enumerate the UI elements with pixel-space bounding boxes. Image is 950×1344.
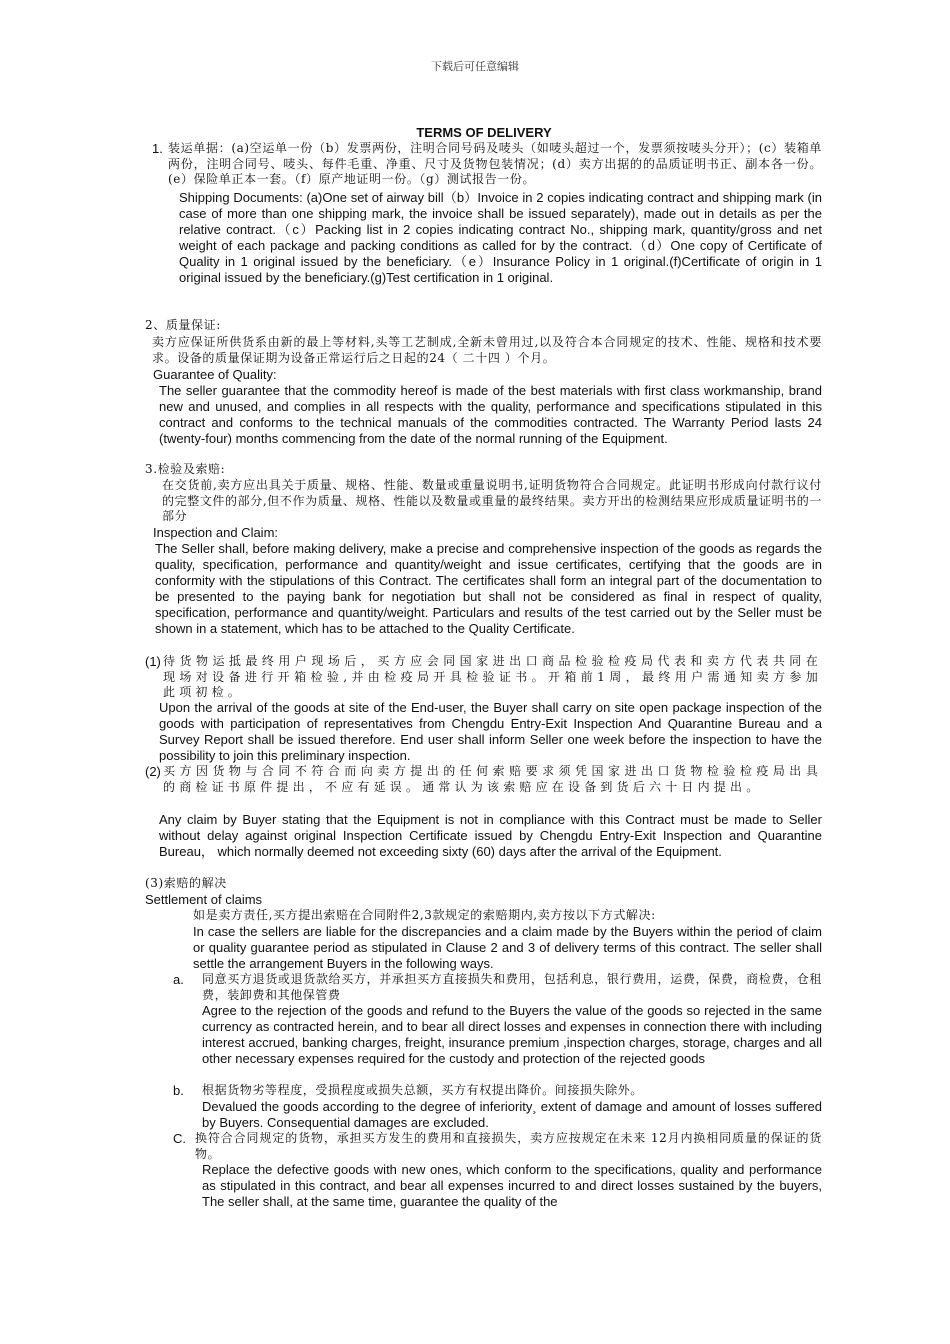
item-2-en: Any claim by Buyer stating that the Equipment is not in compliance with this Contract must be made to Seller without delay against original Inspection Certificate issued by Chengdu Entry-Exit Inspection and Quarantine Bureau， which normally deemed not exceeding sixty (60) days after the arrival of the Equipment. [159, 812, 822, 859]
section-3-cn: 在交货前,卖方应出具关于质量、规格、性能、数量或重量说明书,证明货物符合合同规定。此证明书形成向付款行议付的完整文件的部分,但不作为质量、规格、性能以及数量或重量的最终结果。卖方开出的检测结果应形成质量证明书的一部分 [162, 478, 822, 523]
section-2-heading: 2、质量保证: [145, 318, 221, 332]
item-3-en-heading: Settlement of claims [145, 892, 263, 907]
section-2-en: The seller guarantee that the commodity hereof is made of the best materials with first class workmanship, brand new and unused, and complies in all respects with the quality, performance and specifications stipulated in this contract and conforms to the technical manuals of the commodities contracted. The Warranty Period lasts 24 (twenty-four) months commencing from the date of the normal running of the Equipment. [159, 383, 822, 446]
section-3-en-heading: Inspection and Claim: [153, 525, 279, 540]
sub-a-cn [173, 972, 822, 1003]
section-3-heading: 3.检验及索赔: [145, 462, 226, 476]
sub-a-en: Agree to the rejection of the goods and refund to the Buyers the value of the goods so rejected in the same currency as contracted herein, and to bear all direct losses and expenses in connection there with including interest accrued, banking charges, freight, insurance premium ,inspection charges, storage, charges and all other necessary expenses required for the custody and protection of the rejected goods [202, 1003, 822, 1066]
sub-c-cn-text: 换符合合同规定的货物，承担买方发生的费用和直接损失，卖方应按规定在未来 12月内换相同质量的保证的货物。 [195, 1131, 822, 1161]
sub-c-cn [173, 1131, 822, 1162]
item-1-cn [145, 654, 822, 701]
section-1-en: Shipping Documents: (a)One set of airway bill（b）Invoice in 2 copies indicating contract and shipping mark (in case of more than one shipping mark, the invoice shall be issued separately), made out in details as per the relative contract.（c）Packing list in 2 copies indicating contract No., shipping mark, quantity/gross and net weight of each package and packing conditions as called for by the contract.（d）One copy of Certificate of Quality in 1 original issued by the beneficiary.（e）Insurance Policy in 1 original.(f)Certificate of origin in 1 original issued by the beneficiary.(g)Test certification in 1 original. [179, 190, 822, 285]
item-1-number: (1) [145, 654, 161, 669]
item-3-en: In case the sellers are liable for the discrepancies and a claim made by the Buyers within the period of claim or quality guarantee period as stipulated in Clause 2 and 3 of delivery terms of this contract. The seller shall settle the arrangement Buyers in the following ways. [193, 924, 822, 971]
sub-a-number: a. [173, 972, 184, 987]
sub-a-cn-text: 同意买方退货或退货款给买方，并承担买方直接损失和费用，包括利息，银行费用，运费，保费，商检费，仓租费，装卸费和其他保管费 [202, 972, 822, 1002]
section-1-cn [152, 141, 822, 188]
sub-c-number: C. [173, 1131, 186, 1146]
section-2-en-heading: Guarantee of Quality: [153, 367, 277, 382]
header-note: 下载后可任意编辑 [431, 60, 519, 73]
section-2-cn: 卖方应保证所供货系由新的最上等材料,头等工艺制成,全新未曾用过,以及符合本合同规定的技术、性能、规格和技术要求。设备的质量保证期为设备正常运行后之日起的24（ 二十四 ）个月。 [152, 335, 822, 365]
sub-b-number: b. [173, 1083, 184, 1098]
section-3-en: The Seller shall, before making delivery, make a precise and comprehensive inspection of the goods as regards the quality, specification, performance and quantity/weight and issue certificates, certifying that the goods are in conformity with the stipulations of this Contract. The certificates shall form an integral part of the documentation to be presented to the paying bank for negotiation but shall not be considered as final in respect of quality, specification, performance and quantity/weight. Particulars and results of the test carried out by the Seller must be shown in a statement, which has to be attached to the Quality Certificate. [155, 541, 822, 636]
document-title: TERMS OF DELIVERY [416, 125, 552, 140]
item-3-cn: 如是卖方责任,买方提出索赔在合同附件2,3款规定的索赔期内,卖方按以下方式解决: [193, 908, 656, 922]
sub-c-en: Replace the defective goods with new ones, which conform to the specifications, quality and performance as stipulated in this contract, and bear all expenses incurred to and direct losses sustained by the buyers, The seller shall, at the same time, guarantee the quality of the [202, 1162, 822, 1209]
sub-b-en: Devalued the goods according to the degree of inferiority¸ extent of damage and amount of losses suffered by Buyers. Consequential damages are excluded. [202, 1099, 822, 1130]
item-1-cn-text: 待货物运抵最终用户现场后，买方应会同国家进出口商品检验检疫局代表和卖方代表共同在现场对设备进行开箱检验,并由检疫局开具检验证书。开箱前1周，最终用户需通知卖方参加此项初检。 [163, 654, 822, 699]
section-1-number: 1. [152, 141, 163, 156]
sub-b-cn-text: 根据货物劣等程度，受损程度或损失总额，买方有权提出降价。间接损失除外。 [202, 1083, 644, 1097]
item-2-number: (2) [145, 764, 161, 779]
item-3-heading: (3)索赔的解决 [145, 876, 227, 890]
section-1-cn-text: 装运单据：(a)空运单一份（b）发票两份，注明合同号码及唛头（如唛头超过一个，发票须按唛头分开）；(c）装箱单两份，注明合同号、唛头、每件毛重、净重、尺寸及货物包装情况；(d）卖方出据的的品质证明书正、副本各一份。(e）保险单正本一套。（f）原产地证明一份。（g）测试报告一份。 [168, 141, 822, 186]
sub-b-cn [173, 1083, 822, 1099]
item-2-cn-text: 买方因货物与合同不符合而向卖方提出的任何索赔要求须凭国家进出口货物检验检疫局出具的商检证书原件提出，不应有延误。通常认为该索赔应在设备到货后六十日内提出。 [163, 764, 822, 794]
item-2-cn [145, 764, 822, 795]
item-1-en: Upon the arrival of the goods at site of the End-user, the Buyer shall carry on site open package inspection of the goods with participation of representatives from Chengdu Entry-Exit Inspection And Quarantine Bureau and a Survey Report shall be issued therefore. End user shall inform Seller one week before the inspection to have the possibility to join this preliminary inspection. [159, 700, 822, 763]
